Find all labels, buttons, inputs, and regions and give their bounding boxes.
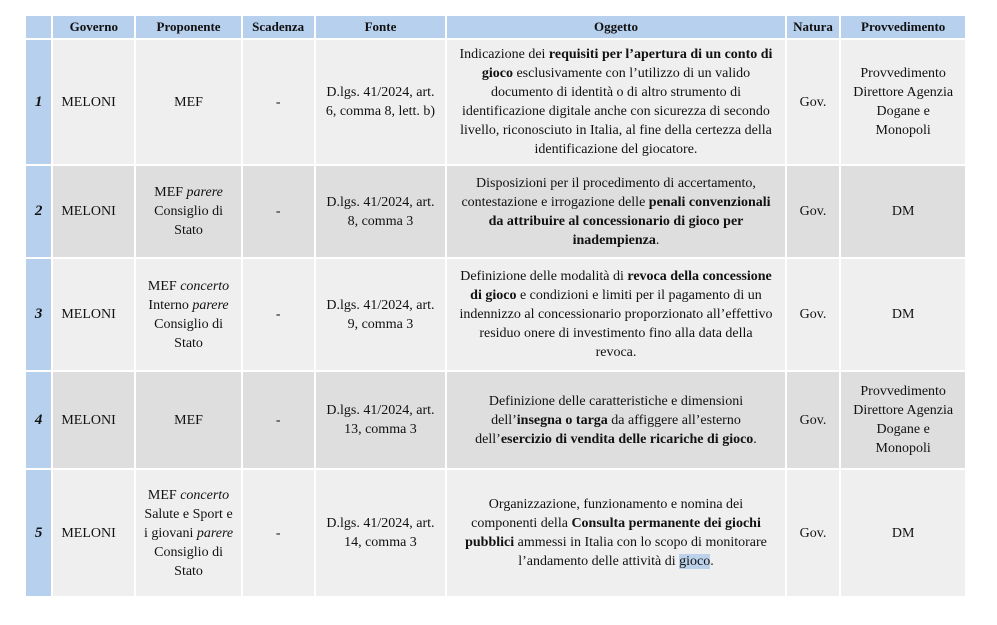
header-natura: Natura bbox=[787, 16, 840, 38]
text-fragment: . bbox=[753, 431, 757, 447]
text-fragment: - bbox=[275, 204, 281, 219]
proponente-cell bbox=[136, 372, 240, 468]
fonte-cell bbox=[316, 40, 446, 164]
text-fragment: Provvedimento Direttore Agenzia Dogane e Monopoli bbox=[853, 384, 954, 456]
text-fragment: 1 bbox=[34, 93, 43, 110]
governo-cell bbox=[53, 470, 134, 596]
natura-cell bbox=[787, 166, 840, 257]
proponente-cell bbox=[136, 166, 240, 257]
table-row bbox=[26, 40, 965, 164]
proponente-cell bbox=[136, 259, 240, 370]
provvedimento-cell bbox=[841, 40, 965, 164]
text-fragment: 2 bbox=[34, 203, 43, 219]
text-fragment: MELONI bbox=[61, 525, 116, 541]
text-fragment: ammessi in Italia con lo scopo di monitorare l’andamento delle attività di bbox=[514, 535, 767, 569]
scadenza-cell bbox=[243, 372, 314, 468]
header-governo: Governo bbox=[53, 16, 134, 38]
text-fragment: insegna o targa bbox=[516, 412, 608, 428]
governo-cell bbox=[53, 372, 134, 468]
text-fragment: gioco bbox=[679, 554, 711, 569]
header-row bbox=[26, 16, 965, 38]
text-fragment: MEF bbox=[147, 278, 181, 294]
text-fragment: Consiglio di Stato bbox=[154, 204, 223, 238]
provvedimenti-table bbox=[24, 14, 967, 598]
text-fragment: parere bbox=[192, 297, 229, 313]
governo-cell bbox=[53, 259, 134, 370]
text-fragment: esercizio di vendita delle ricariche di gioco bbox=[500, 431, 754, 447]
text-fragment: MEF bbox=[154, 185, 187, 200]
text-fragment: Gov. bbox=[799, 412, 827, 428]
text-fragment: e condizioni e limiti per il pagamento di un indennizzo al concessionario proporzionato all’effettivo residuo onere di investimento fino alla data della revoca. bbox=[459, 288, 773, 360]
table-row bbox=[26, 470, 965, 596]
text-fragment: 3 bbox=[34, 306, 43, 322]
text-fragment: DM bbox=[891, 204, 915, 219]
oggetto-cell bbox=[447, 40, 784, 164]
text-fragment: Organizzazione, funzionamento e nomina dei componenti della bbox=[471, 497, 744, 531]
header-oggetto: Oggetto bbox=[447, 16, 784, 38]
row-number bbox=[26, 166, 51, 257]
header-blank bbox=[26, 16, 51, 38]
text-fragment: 4 bbox=[34, 411, 43, 428]
text-fragment: esclusivamente con l’utilizzo di un valido documento di identità o di altro strumento di identificazione digitale anche con sicurezza di secondo livello, riconosciuto in Italia, al fine della certezza della identificazione del giocatore. bbox=[460, 66, 772, 157]
text-fragment: Gov. bbox=[799, 307, 827, 322]
text-fragment: Definizione delle modalità di bbox=[460, 269, 628, 284]
text-fragment: D.lgs. 41/2024, art. 8, comma 3 bbox=[326, 194, 435, 229]
text-fragment: . bbox=[710, 554, 714, 569]
scadenza-cell bbox=[243, 166, 314, 257]
row-number bbox=[26, 372, 51, 468]
text-fragment: Consulta permanente dei giochi pubblici bbox=[465, 516, 761, 550]
text-fragment: - bbox=[275, 307, 281, 322]
text-fragment: concerto bbox=[180, 487, 230, 503]
text-fragment: MEF bbox=[174, 412, 203, 428]
text-fragment: D.lgs. 41/2024, art. 13, comma 3 bbox=[326, 403, 435, 437]
text-fragment: Indicazione dei bbox=[459, 47, 549, 62]
text-fragment: Provvedimento Direttore Agenzia Dogane e Monopoli bbox=[853, 66, 954, 138]
row-number bbox=[26, 470, 51, 596]
text-fragment: Gov. bbox=[799, 94, 827, 110]
text-fragment: MELONI bbox=[61, 412, 116, 428]
text-fragment: - bbox=[275, 94, 281, 110]
text-fragment: Consiglio di Stato bbox=[154, 316, 223, 351]
text-fragment: da affiggere all’esterno dell’ bbox=[475, 412, 741, 447]
text-fragment: D.lgs. 41/2024, art. 6, comma 8, lett. b) bbox=[325, 85, 436, 119]
provvedimento-cell bbox=[841, 372, 965, 468]
governo-cell bbox=[53, 166, 134, 257]
text-fragment: Consiglio di Stato bbox=[154, 544, 223, 579]
text-fragment: MEF bbox=[147, 487, 181, 503]
text-fragment: 5 bbox=[34, 524, 43, 541]
header-fonte: Fonte bbox=[316, 16, 446, 38]
provvedimento-cell bbox=[841, 470, 965, 596]
provvedimento-cell bbox=[841, 166, 965, 257]
scadenza-cell bbox=[243, 259, 314, 370]
text-fragment: penali convenzionali da attribuire al concessionario di gioco per inadempienza bbox=[488, 194, 771, 248]
proponente-cell bbox=[136, 470, 240, 596]
table-row bbox=[26, 372, 965, 468]
table-row bbox=[26, 166, 965, 257]
text-fragment: - bbox=[275, 412, 281, 428]
text-fragment: concerto bbox=[180, 278, 230, 294]
natura-cell bbox=[787, 40, 840, 164]
text-fragment: Disposizioni per il procedimento di accertamento, contestazione e irrogazione delle bbox=[461, 175, 756, 210]
oggetto-cell bbox=[447, 470, 784, 596]
row-number bbox=[26, 259, 51, 370]
fonte-cell bbox=[316, 372, 446, 468]
proponente-cell bbox=[136, 40, 240, 164]
text-fragment: MELONI bbox=[61, 94, 116, 110]
text-fragment: MELONI bbox=[61, 204, 116, 219]
text-fragment: requisiti per l’apertura di un conto di gioco bbox=[481, 47, 773, 81]
text-fragment: Interno bbox=[148, 297, 193, 313]
header-proponente: Proponente bbox=[136, 16, 240, 38]
table-row bbox=[26, 259, 965, 370]
fonte-cell bbox=[316, 166, 446, 257]
fonte-cell bbox=[316, 259, 446, 370]
text-fragment: Definizione delle caratteristiche e dimensioni dell’ bbox=[488, 393, 744, 428]
text-fragment: revoca della concessione di gioco bbox=[470, 269, 772, 303]
natura-cell bbox=[787, 259, 840, 370]
oggetto-cell bbox=[447, 166, 784, 257]
oggetto-cell bbox=[447, 372, 784, 468]
text-fragment: parere bbox=[196, 525, 234, 541]
text-fragment: . bbox=[655, 232, 660, 248]
text-fragment: DM bbox=[891, 525, 915, 541]
scadenza-cell bbox=[243, 470, 314, 596]
natura-cell bbox=[787, 372, 840, 468]
scadenza-cell bbox=[243, 40, 314, 164]
text-fragment: D.lgs. 41/2024, art. 14, comma 3 bbox=[326, 516, 435, 550]
table-body bbox=[26, 40, 965, 596]
natura-cell bbox=[787, 470, 840, 596]
text-fragment: - bbox=[275, 525, 281, 541]
oggetto-cell bbox=[447, 259, 784, 370]
governo-cell bbox=[53, 40, 134, 164]
provvedimento-cell bbox=[841, 259, 965, 370]
text-fragment: Salute e Sport e i giovani bbox=[143, 506, 233, 541]
text-fragment: D.lgs. 41/2024, art. 9, comma 3 bbox=[326, 297, 435, 332]
text-fragment: parere bbox=[186, 185, 223, 200]
header-scadenza: Scadenza bbox=[243, 16, 314, 38]
text-fragment: DM bbox=[891, 307, 915, 322]
text-fragment: MEF bbox=[174, 94, 203, 110]
text-fragment: Gov. bbox=[799, 525, 827, 541]
header-provvedimento: Provvedimento bbox=[841, 16, 965, 38]
fonte-cell bbox=[316, 470, 446, 596]
text-fragment: Gov. bbox=[799, 204, 827, 219]
row-number bbox=[26, 40, 51, 164]
text-fragment: MELONI bbox=[61, 307, 116, 322]
